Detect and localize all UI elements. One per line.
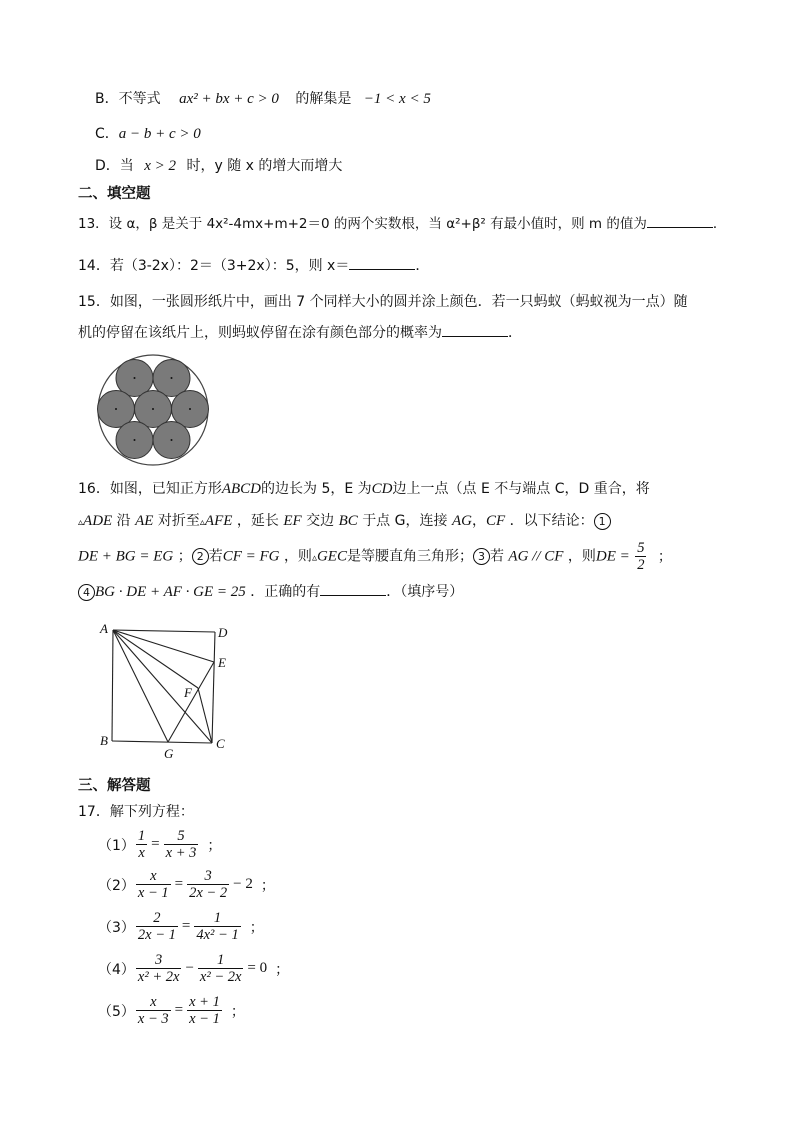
- q16-text: 交边: [306, 513, 335, 529]
- equation-number: （1）: [98, 837, 135, 854]
- point-label-e: E: [218, 655, 226, 670]
- q16-text: ，则: [283, 548, 312, 565]
- semicolon: ；: [275, 961, 290, 978]
- fraction: [136, 952, 182, 985]
- circled-number-4: 4: [78, 584, 95, 601]
- question-13: [78, 212, 726, 232]
- q16-text: 于点 G，连接: [362, 513, 448, 529]
- question-15-line-1: 15．如图，一张圆形纸片中，画出 7 个同样大小的圆并涂上颜色．若一只蚂蚁（蚂蚁视为一点）随: [78, 294, 688, 310]
- q16-square-name: ABCD: [221, 481, 261, 497]
- option-c-label: C．: [95, 126, 119, 142]
- circled-number-1: 1: [594, 513, 611, 530]
- answer-blank-14[interactable]: [349, 255, 415, 270]
- q16-text: ，: [471, 513, 486, 529]
- denominator: 2x − 1: [137, 927, 176, 943]
- option-d: [95, 155, 342, 175]
- denominator: 2x − 2: [189, 885, 228, 901]
- denominator: x − 3: [137, 1011, 169, 1027]
- numerator: 1: [137, 828, 146, 844]
- q16-text: ；: [177, 548, 192, 565]
- center-dot: [189, 408, 191, 410]
- question-16-line-4: [78, 581, 463, 601]
- equation-3: [98, 910, 264, 943]
- center-dot: [115, 408, 117, 410]
- conclusion-3-lhs: DE =: [595, 548, 630, 565]
- answer-blank-16[interactable]: [320, 581, 386, 596]
- q16-seg-ef: EF: [283, 513, 302, 529]
- fraction: [136, 994, 171, 1027]
- q16-tri-ade: ADE: [83, 513, 113, 529]
- segment-ac: [113, 630, 212, 743]
- center-dot: [152, 408, 154, 410]
- option-c-math: a − b + c > 0: [118, 126, 201, 142]
- denominator: x + 3: [165, 845, 197, 861]
- triangle-symbol: ▵: [78, 517, 84, 528]
- side-ad: [113, 630, 215, 632]
- side-ab: [112, 630, 113, 741]
- equation-number: （4）: [98, 961, 135, 978]
- numerator: x + 1: [189, 994, 220, 1010]
- equals-sign: =: [151, 836, 160, 852]
- equation-5: [98, 994, 245, 1027]
- option-b: [95, 88, 431, 108]
- denominator: x² + 2x: [137, 969, 180, 985]
- figure-seven-circles: [94, 352, 212, 468]
- fraction: [187, 994, 222, 1027]
- fraction: [136, 910, 178, 943]
- semicolon: ；: [230, 1003, 245, 1020]
- numerator: 3: [204, 868, 212, 884]
- q16-text: 若: [489, 548, 504, 565]
- fraction: [194, 910, 240, 943]
- q16-text: ；: [657, 548, 672, 565]
- point-label-a: A: [100, 621, 108, 636]
- option-b-solution: −1 < x < 5: [363, 91, 431, 107]
- q16-text: 是等腰直角三角形；: [346, 548, 473, 565]
- center-dot: [134, 439, 136, 441]
- minus-sign: −: [185, 960, 194, 976]
- q16-text: 对折至: [157, 513, 200, 529]
- equation-number: （5）: [98, 1003, 135, 1020]
- question-14: [78, 255, 429, 275]
- question-14-end: ．: [415, 258, 430, 274]
- point-label-f: F: [184, 685, 192, 700]
- q16-text: 沿: [116, 513, 131, 529]
- fraction-numerator: 5: [637, 540, 645, 556]
- center-dot: [134, 377, 136, 379]
- q16-seg-ag: AG: [451, 513, 472, 529]
- term: − 2: [233, 876, 253, 892]
- circled-number-2: 2: [192, 548, 209, 565]
- option-d-math: x > 2: [144, 158, 177, 174]
- figure-square-abcd: [94, 615, 234, 765]
- q16-text: ．以下结论：: [509, 513, 594, 529]
- point-label-b: B: [100, 733, 108, 748]
- q16-tri-afe: AFE: [204, 513, 233, 529]
- q16-text: 边上一点（点 E 不与端点 C，D 重合，将: [392, 481, 650, 497]
- answer-blank-13[interactable]: [647, 213, 713, 228]
- fraction: [136, 828, 147, 861]
- semicolon: ；: [249, 919, 264, 936]
- question-14-text: 14．若（3-2x）：2＝（3+2x）：5，则 x＝: [78, 258, 350, 274]
- option-d-label: D．当: [95, 158, 134, 174]
- q16-text: ．（填序号）: [386, 584, 464, 600]
- equation-number: （3）: [98, 919, 135, 936]
- question-16-line-1: [78, 478, 650, 498]
- segment-ae: [113, 630, 214, 662]
- equation-1: [98, 828, 221, 861]
- question-15-end: ．: [508, 325, 522, 341]
- conclusion-1: DE + BG = EG: [78, 548, 174, 565]
- q16-text: 若: [208, 548, 223, 565]
- q16-text: ，延长: [236, 513, 279, 529]
- option-b-label: B．不等式: [95, 91, 161, 107]
- segment-ag: [113, 630, 168, 742]
- q16-text: 的边长为 5，E 为: [261, 481, 372, 497]
- option-d-rest: 时，y 随 x 的增大而增大: [186, 158, 343, 174]
- triangle-symbol: ▵: [311, 552, 317, 564]
- point-label-g: G: [164, 746, 174, 761]
- semicolon: ；: [260, 877, 275, 894]
- q16-seg-bc: BC: [338, 513, 358, 529]
- numerator: 3: [155, 952, 163, 968]
- side-bc: [112, 741, 212, 743]
- equals-sign: =: [174, 876, 184, 892]
- question-16-line-2: [78, 510, 611, 530]
- side-dc: [212, 632, 215, 743]
- conclusion-4: BG · DE + AF · GE = 25: [95, 584, 246, 600]
- fraction: [187, 868, 229, 901]
- numerator: 1: [213, 910, 222, 926]
- numerator: 2: [153, 910, 161, 926]
- question-15-line-2: [78, 322, 522, 342]
- conclusion-3-condition: AG // CF: [508, 548, 564, 565]
- q16-seg-ae: AE: [135, 513, 154, 529]
- circled-number-3: 3: [473, 548, 490, 565]
- option-b-mid: 的解集是: [295, 91, 352, 107]
- question-16-line-3: [78, 540, 672, 573]
- point-label-c: C: [216, 736, 225, 751]
- option-b-inequality: ax² + bx + c > 0: [179, 91, 279, 107]
- semicolon: ；: [207, 837, 222, 854]
- numerator: 5: [177, 828, 185, 844]
- q16-text: ，则: [567, 548, 596, 565]
- section-heading-solve: 三、解答题: [78, 778, 151, 794]
- denominator: 4x² − 1: [196, 927, 239, 943]
- denominator: x: [138, 845, 145, 861]
- point-label-d: D: [218, 625, 228, 640]
- denominator: x² − 2x: [199, 969, 242, 985]
- fraction: [136, 868, 171, 901]
- equals-sign: =: [181, 918, 191, 934]
- denominator: x − 1: [137, 885, 169, 901]
- fraction-denominator: 2: [637, 557, 645, 573]
- q16-text: ．正确的有: [250, 584, 321, 600]
- center-dot: [171, 439, 173, 441]
- question-15-text: 机的停留在该纸片上，则蚂蚁停留在涂有颜色部分的概率为: [78, 325, 442, 341]
- fraction: [198, 952, 244, 985]
- option-c: [95, 123, 201, 143]
- triangle-symbol: ▵: [199, 517, 205, 528]
- q16-tri-gec: GEC: [316, 548, 347, 565]
- q16-seg-cf: CF: [485, 513, 506, 529]
- question-13-text: 13．设 α，β 是关于 4x²-4mx+m+2＝0 的两个实数根，当 α²+β² 有最小值时，则 m 的值为: [78, 216, 647, 232]
- section-heading-fill-in: 二、填空题: [78, 186, 151, 202]
- question-17-title: 17．解下列方程：: [78, 804, 194, 820]
- equals-sign: =: [174, 1002, 184, 1018]
- numerator: x: [150, 994, 157, 1010]
- conclusion-2-condition: CF = FG: [222, 548, 280, 565]
- question-13-end: ．: [712, 216, 727, 232]
- fraction: [164, 828, 199, 861]
- term: = 0: [247, 960, 268, 976]
- q16-side-cd: CD: [371, 481, 393, 497]
- fraction-five-halves: [635, 540, 646, 573]
- segment-eg: [168, 662, 214, 742]
- equation-number: （2）: [98, 877, 135, 894]
- numerator: 1: [217, 952, 225, 968]
- numerator: x: [150, 868, 157, 884]
- center-dot: [171, 377, 173, 379]
- denominator: x − 1: [189, 1011, 220, 1027]
- equation-4: [98, 952, 289, 985]
- equation-2: [98, 868, 275, 901]
- q16-text: 16．如图，已知正方形: [78, 481, 222, 497]
- answer-blank-15[interactable]: [442, 322, 508, 337]
